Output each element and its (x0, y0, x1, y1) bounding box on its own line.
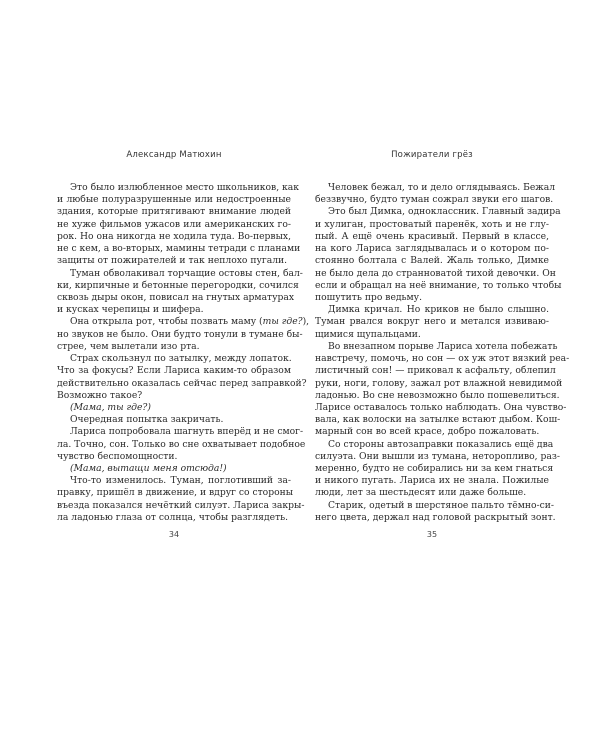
text-line: не с кем, а во-вторых, мамины тетради с планами (57, 243, 301, 255)
text-fragment: ), (302, 316, 310, 328)
text-line (57, 316, 310, 328)
text-line: руки, ноги, голову, зажал рот влажной невидимой (315, 377, 563, 389)
text-line: и хулиган, простоватый паренёк, хоть и не глу- (315, 218, 549, 230)
text-line: беззвучно, будто туман сожрал звуки его шагов. (315, 194, 554, 206)
text-line: чувство беспомощности. (57, 450, 178, 462)
paragraph (315, 438, 560, 500)
text-line: действительно оказалась сейчас перед заправкой? (57, 377, 307, 389)
right-page (300, 0, 600, 750)
text-line: ки, кирпичные и бетонные перегородки, сочился (57, 279, 299, 291)
text-line: Это было излюбленное место школьников, как (70, 182, 300, 193)
text-line: Что-то изменилось. Туман, поглотивший за- (70, 475, 291, 487)
paragraph (57, 182, 301, 268)
running-head-title: Пожиратели грёз (391, 150, 473, 160)
text-line: ла ладонью глаза от солнца, чтобы разглядеть. (57, 511, 289, 523)
paragraph (57, 267, 303, 317)
paragraph (57, 414, 291, 426)
text-line: стоянно болтала с Валей. Жаль только, Димке (315, 255, 549, 267)
text-line: въезда показался нечёткий силуэт. Лариса закры- (57, 499, 305, 511)
text-fragment: Она открыла рот, чтобы позвать маму ( (70, 316, 263, 328)
text-line: Старик, одетый в шерстяное пальто тёмно-си- (328, 499, 555, 511)
text-line: Туман обволакивал торчащие остовы стен, бал- (70, 267, 303, 279)
page-number: 34 (168, 530, 180, 539)
text-line: и любые полуразрушенные или недостроенные (57, 194, 291, 206)
paragraph (315, 499, 556, 524)
text-line: навстречу, помочь, но сон — ох уж этот вязкий реа- (315, 353, 570, 365)
paragraph (57, 475, 305, 524)
text-line: на кого Лариса заглядывалась и о котором по- (315, 243, 549, 255)
paragraph (315, 182, 556, 206)
text-line: щимися щупальцами. (315, 328, 421, 340)
text-line: Со стороны автозаправки показались ещё два (328, 438, 554, 450)
text-line: и никого пугать. Лариса их не знала. Пожилые (315, 475, 549, 487)
text-line: пый. А ещё очень красивый. Первый в классе, (315, 230, 549, 242)
paragraph (315, 304, 549, 341)
text-line: ла. Точно, сон. Только во сне охватывает подобное (57, 438, 306, 450)
text-line: Ларисе оставалось только наблюдать. Она чувство- (315, 401, 567, 413)
text-line: марный сон во всей красе, добро пожаловать. (315, 426, 540, 438)
text-line: рок. Но она никогда не ходила туда. Во-первых, (57, 230, 291, 242)
text-line: сквозь дыры окон, повисал на гнутых арматурах (57, 291, 295, 303)
running-head-author: Александр Матюхин (126, 150, 222, 160)
text-line: здания, которые притягивают внимание людей (57, 206, 291, 218)
text-line: Очередная попытка закричать. (70, 414, 224, 426)
paragraph (57, 316, 310, 353)
text-line: но звуков не было. Они будто тонули в тумане бы- (57, 328, 303, 340)
paragraph (57, 463, 291, 475)
body-text (57, 182, 310, 524)
text-line: (Мама, вытащи меня отсюда!) (70, 463, 227, 475)
text-line: Туман рвался вокруг него и метался извиваю- (315, 316, 549, 328)
text-line: него цвета, держал над головой раскрытый зонт. (315, 511, 556, 523)
text-line: пошутить про ведьму. (315, 291, 423, 303)
text-line: Страх скользнул по затылку, между лопаток. (70, 353, 292, 365)
text-line: листичный сон! — приковал к асфальту, облепил (315, 365, 556, 377)
text-line: стрее, чем вылетали изо рта. (57, 340, 200, 352)
text-line: не было дела до странноватой тихой девочки. Он (315, 267, 556, 279)
body-text (315, 182, 570, 524)
italic-fragment: ты где? (262, 316, 303, 328)
text-line: Это был Димка, одноклассник. Главный задира (328, 206, 561, 218)
text-line: Что за фокусы? Если Лариса каким-то образом (57, 365, 291, 377)
text-line: не хуже фильмов ужасов или американских го- (57, 218, 291, 230)
text-line: ладонью. Во сне невозможно было пошевелиться. (315, 389, 560, 401)
text-line: если и обращал на неё внимание, то только чтобы (315, 279, 562, 291)
paragraph (315, 340, 570, 439)
text-line: и кусках черепицы и шифера. (57, 304, 204, 316)
text-line: правку, пришёл в движение, и вдруг со стороны (57, 487, 294, 499)
page-number: 35 (426, 530, 438, 539)
text-line: меренно, будто не собирались ни за кем гнаться (315, 463, 554, 475)
text-line: защиты от пожирателей и так неплохо пугали. (57, 255, 288, 267)
paragraph (57, 426, 306, 463)
paragraph (57, 402, 291, 414)
paragraph (57, 353, 307, 402)
text-line: Лариса попробовала шагнуть вперёд и не смог- (70, 426, 304, 438)
text-line: вала, как волоски на затылке встают дыбом. Кош- (315, 414, 561, 426)
text-line: (Мама, ты где?) (70, 401, 151, 413)
text-line: силуэта. Они вышли из тумана, неторопливо, раз- (315, 450, 560, 462)
text-line: Димка кричал. Но криков не было слышно. (328, 304, 549, 316)
text-line: Человек бежал, то и дело оглядываясь. Бежал (328, 182, 556, 193)
text-line: люди, лет за шестьдесят или даже больше. (315, 487, 527, 499)
text-line: Во внезапном порыве Лариса хотела побежать (328, 340, 558, 352)
text-line: Возможно такое? (57, 389, 143, 401)
paragraph (315, 206, 562, 304)
